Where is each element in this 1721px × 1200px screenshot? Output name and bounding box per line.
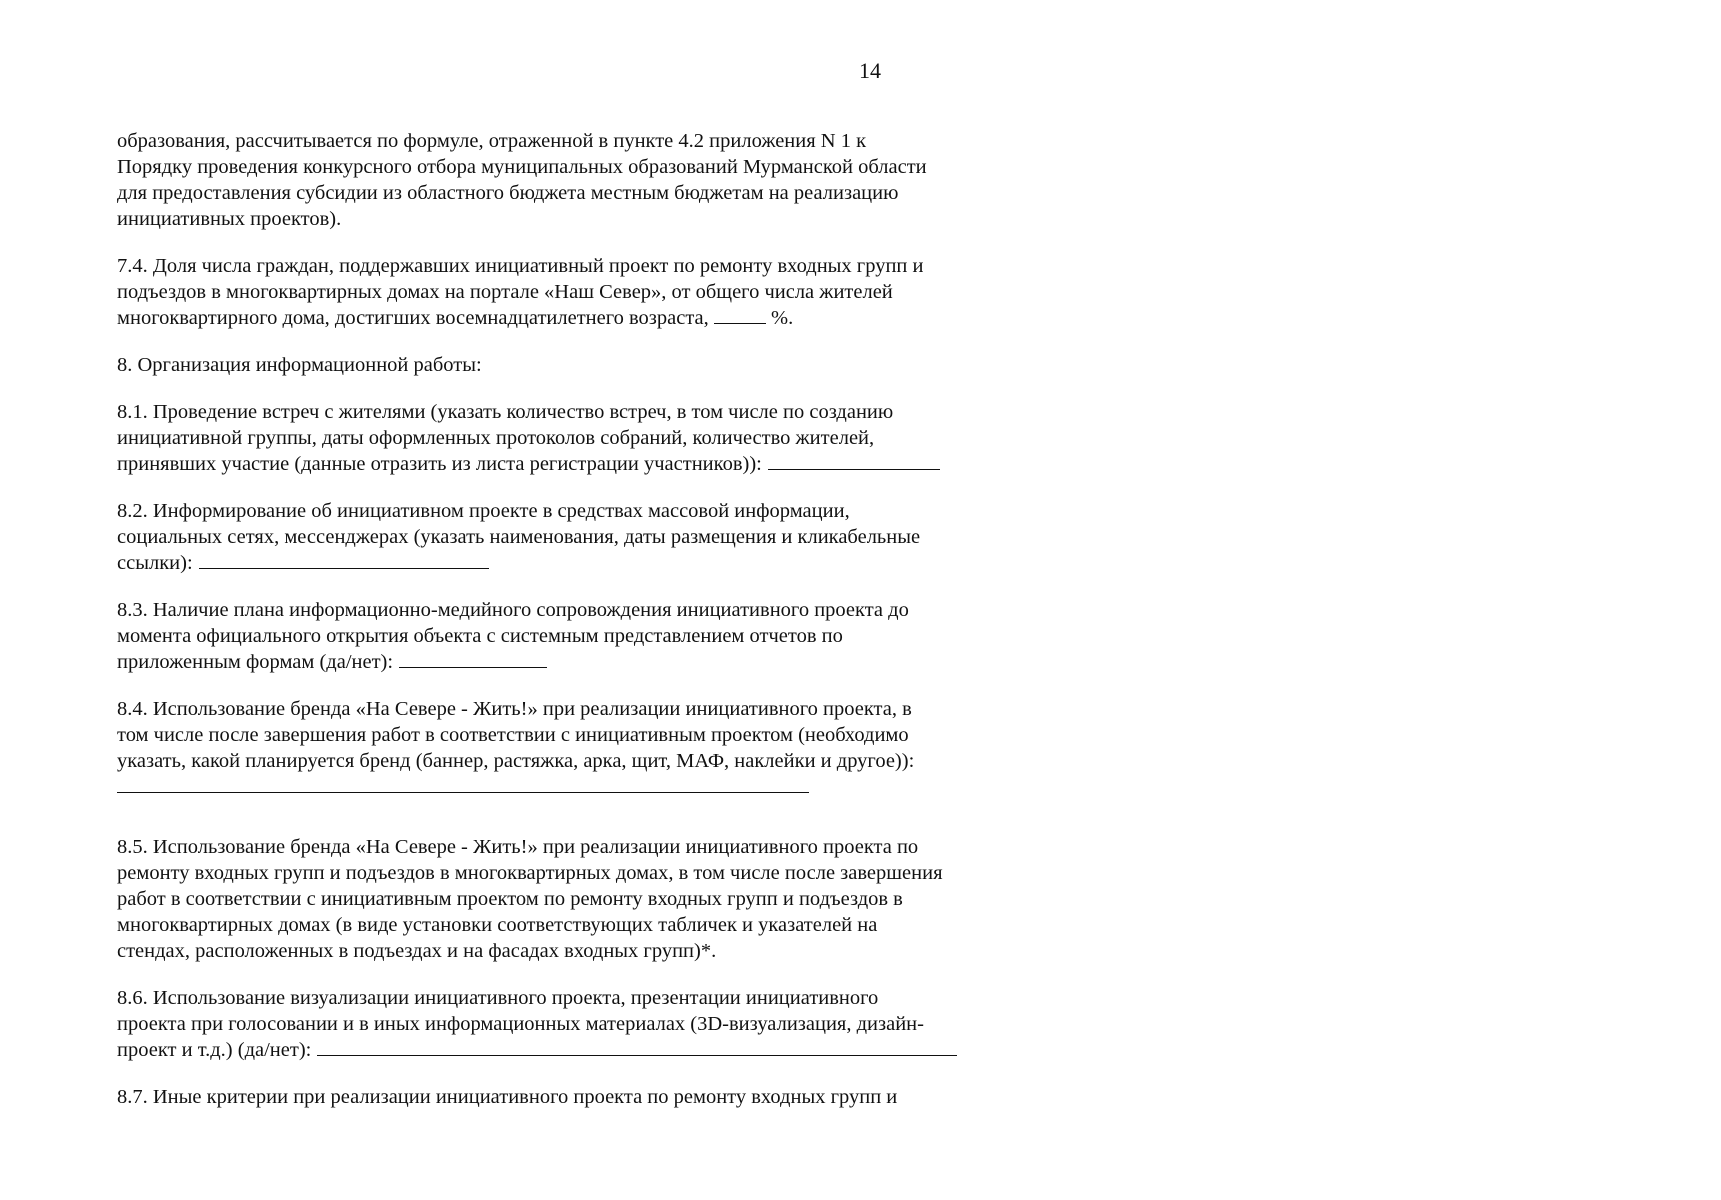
paragraph-8-2	[117, 498, 1057, 576]
text-line: инициативных проектов).	[117, 208, 342, 230]
paragraph-8-6	[117, 985, 1057, 1063]
fill-in-blank-8-2[interactable]	[199, 550, 489, 569]
paragraph-8-7	[117, 1084, 1057, 1110]
fill-in-blank-8-4[interactable]	[117, 774, 809, 793]
text-line: том числе после завершения работ в соответствии с инициативным проектом (необходимо	[117, 724, 909, 746]
text-line: 8.6. Использование визуализации инициативного проекта, презентации инициативного	[117, 987, 879, 1009]
text-line: Порядку проведения конкурсного отбора муниципальных образований Мурманской области	[117, 156, 927, 178]
text-line: подъездов в многоквартирных домах на портале «Наш Север», от общего числа жителей	[117, 281, 893, 303]
paragraph-8-4	[117, 696, 1057, 800]
text-fragment: принявших участие (данные отразить из листа регистрации участников)):	[117, 453, 762, 475]
paragraph-continuation	[117, 128, 1057, 232]
paragraph-8-5	[117, 834, 1057, 964]
text-line	[117, 1037, 1057, 1063]
paragraph-7-4	[117, 253, 1057, 331]
text-line: 7.4. Доля числа граждан, поддержавших инициативный проект по ремонту входных групп и	[117, 255, 924, 277]
text-line: момента официального открытия объекта с системным представлением отчетов по	[117, 625, 843, 647]
text-line: 8.2. Информирование об инициативном проекте в средствах массовой информации,	[117, 500, 850, 522]
text-fragment: многоквартирного дома, достигших восемнадцатилетнего возраста,	[117, 307, 709, 329]
text-line: 8.3. Наличие плана информационно-медийного сопровождения инициативного проекта до	[117, 599, 909, 621]
fill-in-blank-8-3[interactable]	[399, 649, 547, 668]
text-line: социальных сетях, мессенджерах (указать наименования, даты размещения и кликабельные	[117, 526, 921, 548]
text-line	[117, 774, 1057, 800]
text-line: многоквартирных домах (в виде установки соответствующих табличек и указателей на	[117, 914, 878, 936]
text-line: инициативной группы, даты оформленных протоколов собраний, количество жителей,	[117, 427, 875, 449]
text-line	[117, 451, 1057, 477]
text-line: стендах, расположенных в подъездах и на фасадах входных групп)*.	[117, 940, 717, 962]
fill-in-blank-8-6[interactable]	[317, 1037, 957, 1056]
text-fragment: проект и т.д.) (да/нет):	[117, 1039, 312, 1061]
text-line	[117, 550, 1057, 576]
paragraph-8-3	[117, 597, 1057, 675]
text-line: указать, какой планируется бренд (баннер, растяжка, арка, щит, МАФ, наклейки и другое)):	[117, 750, 915, 772]
text-line: работ в соответствии с инициативным проектом по ремонту входных групп и подъездов в	[117, 888, 903, 910]
text-line	[117, 305, 1057, 331]
paragraph-8-1	[117, 399, 1057, 477]
text-line: ремонту входных групп и подъездов в многоквартирных домах, в том числе после завершения	[117, 862, 943, 884]
fill-in-blank-percent[interactable]	[714, 305, 766, 324]
text-line: 8. Организация информационной работы:	[117, 354, 482, 376]
text-line: образования, рассчитывается по формуле, отраженной в пункте 4.2 приложения N 1 к	[117, 130, 867, 152]
text-line	[117, 649, 1057, 675]
section-8-heading	[117, 352, 1057, 378]
text-line: для предоставления субсидии из областного бюджета местным бюджетам на реализацию	[117, 182, 899, 204]
text-line: 8.1. Проведение встреч с жителями (указать количество встреч, в том числе по созданию	[117, 401, 894, 423]
text-fragment: %.	[771, 307, 794, 329]
document-body	[117, 128, 1057, 1131]
page-number: 14	[859, 58, 881, 83]
text-fragment: приложенным формам (да/нет):	[117, 651, 394, 673]
text-line: проекта при голосовании и в иных информационных материалах (3D-визуализация, дизайн-	[117, 1013, 924, 1035]
text-line: 8.5. Использование бренда «На Севере - Жить!» при реализации инициативного проекта по	[117, 836, 919, 858]
fill-in-blank-8-1[interactable]	[768, 451, 940, 470]
text-fragment: ссылки):	[117, 552, 193, 574]
text-line: 8.4. Использование бренда «На Севере - Жить!» при реализации инициативного проекта, в	[117, 698, 912, 720]
text-line: 8.7. Иные критерии при реализации инициативного проекта по ремонту входных групп и	[117, 1086, 898, 1108]
